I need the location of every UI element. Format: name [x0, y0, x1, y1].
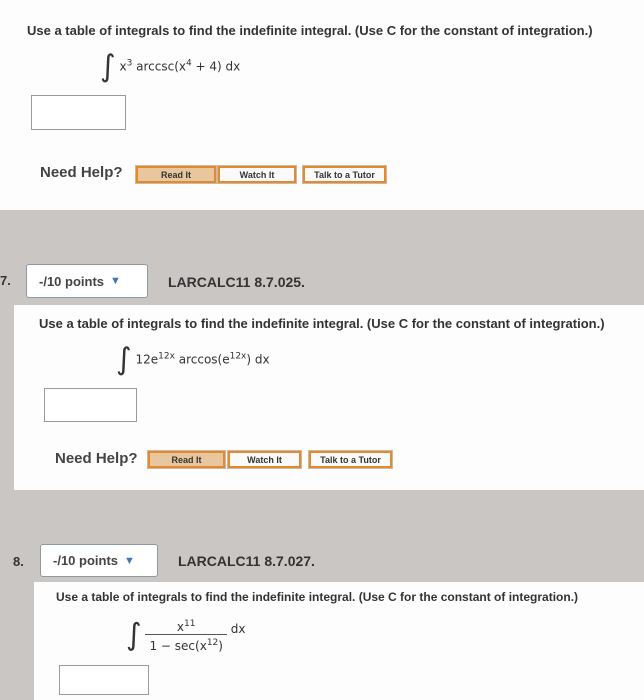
fraction-numerator: $x^{11}$	[145, 617, 226, 635]
question-8-points-label: -/10 points	[53, 553, 119, 568]
question-7-read-it-button[interactable]: Read It	[148, 451, 225, 468]
question-8-problem-id: LARCALC11 8.7.027.	[178, 553, 315, 569]
question-8-answer-input[interactable]	[59, 665, 149, 695]
question-6-need-help-label: Need Help?	[40, 164, 123, 181]
question-6-read-it-button[interactable]: Read It	[136, 166, 216, 183]
question-8-points-dropdown[interactable]	[40, 544, 158, 577]
integral-symbol: ∫	[126, 617, 142, 653]
question-7-answer-input[interactable]	[44, 388, 137, 422]
question-7-need-help-label: Need Help?	[55, 450, 138, 467]
question-6-answer-input[interactable]	[31, 95, 126, 130]
fraction-denominator: $1 - \sec(x^{12})$	[149, 638, 223, 653]
question-8-prompt: Use a table of integrals to find the indefinite integral. (Use C for the constant of integration.)	[56, 590, 579, 604]
question-6-prompt: Use a table of integrals to find the indefinite integral. (Use C for the constant of integration.)	[27, 23, 593, 38]
chevron-down-icon: ▼	[110, 275, 121, 287]
question-7-prompt: Use a table of integrals to find the indefinite integral. (Use C for the constant of integration.)	[39, 316, 605, 331]
question-6-talk-tutor-button[interactable]: Talk to a Tutor	[303, 166, 386, 183]
chevron-down-icon: ▼	[124, 554, 135, 567]
question-6-watch-it-button[interactable]: Watch It	[218, 166, 296, 183]
question-7-problem-id: LARCALC11 8.7.025.	[168, 274, 305, 290]
question-7-points-label: -/10 points	[39, 273, 105, 289]
question-6-integral: ∫ $x^3$ $arccsc(x^4 + 4)$ dx	[100, 49, 241, 84]
question-7-integral: ∫ $12e^{12x}$ $\arccos(e^{12x})$ dx	[116, 342, 270, 377]
integrand-fraction	[145, 617, 226, 654]
question-8-integral	[126, 617, 246, 654]
question-7-watch-it-button[interactable]: Watch It	[228, 451, 301, 468]
question-7-number: 7.	[0, 273, 11, 288]
question-7-talk-tutor-button[interactable]: Talk to a Tutor	[309, 451, 392, 468]
integral-symbol: ∫	[100, 49, 116, 84]
question-8-number: 8.	[13, 554, 24, 569]
question-7-points-dropdown[interactable]	[26, 264, 148, 298]
differential: dx	[230, 622, 246, 636]
integral-symbol: ∫	[116, 342, 132, 377]
